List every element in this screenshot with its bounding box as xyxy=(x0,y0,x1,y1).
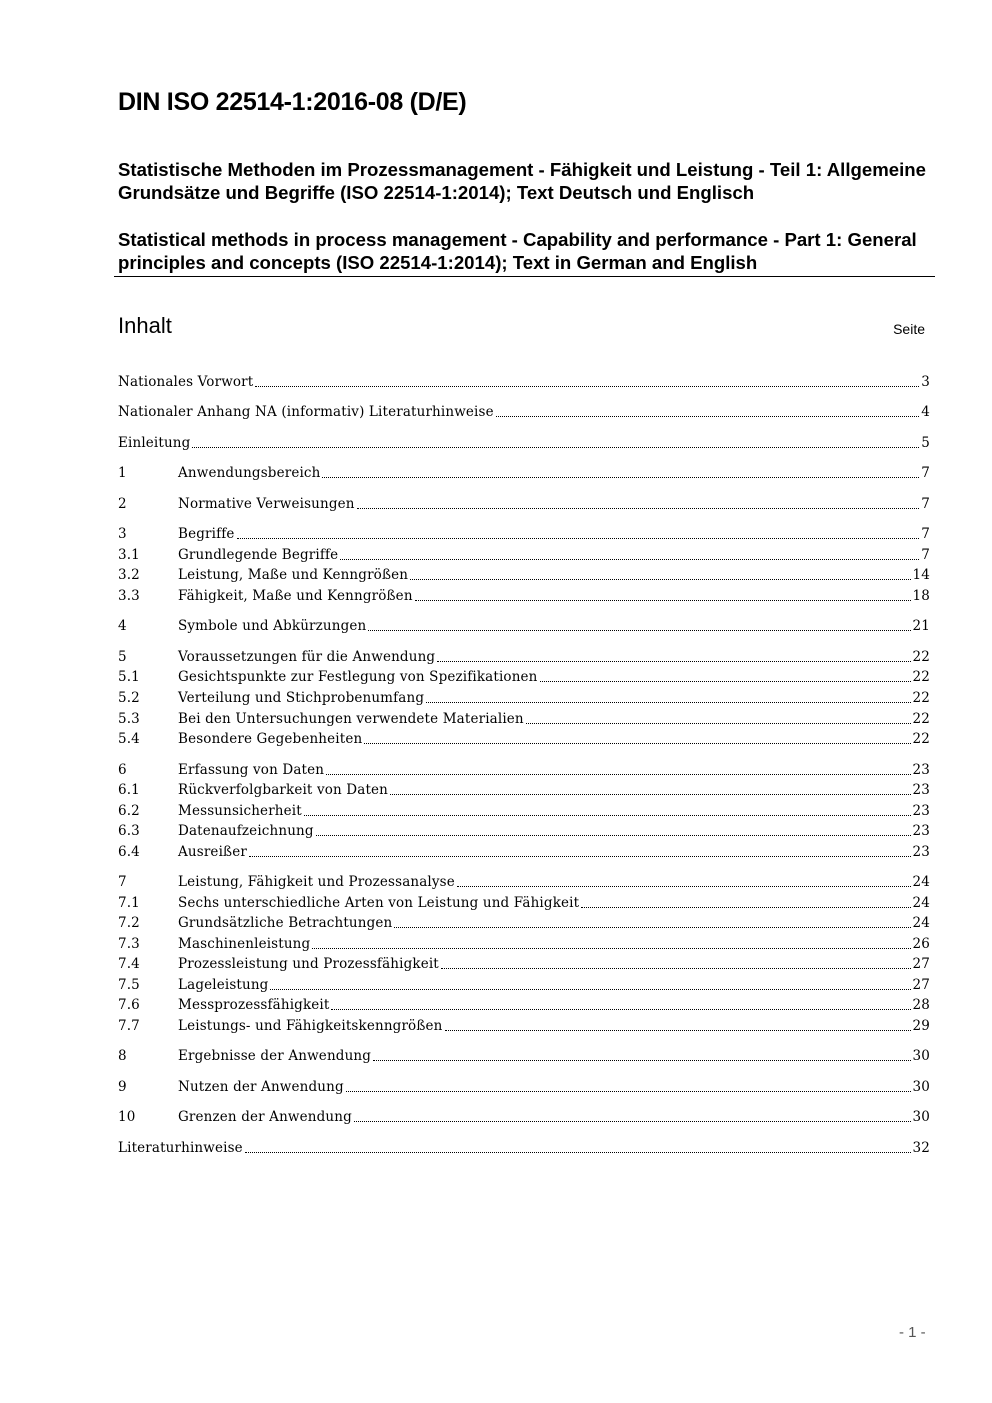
toc-entry[interactable] xyxy=(118,934,930,954)
page-number: - 1 - xyxy=(899,1324,926,1341)
toc-entry-number: 3.3 xyxy=(118,588,140,604)
toc-dot-leader xyxy=(316,835,911,836)
toc-entry[interactable] xyxy=(118,780,930,800)
toc-dot-leader xyxy=(526,723,911,724)
toc-entry-page: 32 xyxy=(912,1140,930,1156)
toc-entry[interactable] xyxy=(118,565,930,585)
toc-entry-page: 4 xyxy=(921,404,930,420)
toc-entry[interactable] xyxy=(118,893,930,913)
toc-entry-number: 10 xyxy=(118,1109,136,1125)
toc-entry-page: 22 xyxy=(912,690,930,706)
toc-entry-page: 22 xyxy=(912,669,930,685)
toc-entry-page: 7 xyxy=(921,496,930,512)
toc-dot-leader xyxy=(457,886,911,887)
toc-entry[interactable] xyxy=(118,760,930,780)
toc-entry-number: 7.3 xyxy=(118,936,140,952)
toc-entry[interactable] xyxy=(118,995,930,1015)
toc-entry-label: Grenzen der Anwendung xyxy=(178,1109,352,1125)
toc-entry-number: 3.2 xyxy=(118,567,140,583)
toc-dot-leader xyxy=(237,538,920,539)
toc-entry-page: 22 xyxy=(912,649,930,665)
toc-entry-label: Maschinenleistung xyxy=(178,936,311,952)
toc-entry[interactable] xyxy=(118,821,930,841)
toc-entry[interactable] xyxy=(118,801,930,821)
toc-entry-page: 7 xyxy=(921,547,930,563)
toc-entry-label: Lageleistung xyxy=(178,977,269,993)
toc-dot-leader xyxy=(326,774,910,775)
toc-entry-page: 27 xyxy=(912,977,930,993)
toc-entry-label: Ausreißer xyxy=(178,844,247,860)
toc-entry-number: 7.2 xyxy=(118,915,140,931)
toc-entry[interactable] xyxy=(118,667,930,687)
toc-entry-number: 7 xyxy=(118,874,127,890)
toc-heading: Inhalt xyxy=(118,313,172,338)
toc-entry-number: 5.1 xyxy=(118,669,140,685)
toc-entry-page: 26 xyxy=(912,936,930,952)
toc-entry-label: Nationaler Anhang NA (informativ) Literaturhinweise xyxy=(118,404,494,420)
toc-entry-page: 23 xyxy=(912,803,930,819)
toc-dot-leader xyxy=(410,579,910,580)
toc-dot-leader xyxy=(390,794,910,795)
toc-dot-leader xyxy=(426,702,910,703)
toc-entry-page: 30 xyxy=(912,1048,930,1064)
toc-entry-label: Literaturhinweise xyxy=(118,1140,243,1156)
toc-entry-number: 6.2 xyxy=(118,803,140,819)
toc-entry-page: 29 xyxy=(912,1018,930,1034)
toc-dot-leader xyxy=(445,1030,911,1031)
toc-entry-label: Normative Verweisungen xyxy=(178,496,355,512)
toc-entry-number: 2 xyxy=(118,496,127,512)
toc-entry-label: Voraussetzungen für die Anwendung xyxy=(178,649,436,665)
toc-entry-page: 23 xyxy=(912,762,930,778)
toc-entry[interactable] xyxy=(118,729,930,749)
subtitle-german: Statistische Methoden im Prozessmanagement - Fähigkeit und Leistung - Teil 1: Allgemeine Grundsätze und Begriffe (ISO 22514-1:2014); Text Deutsch und Englisch xyxy=(118,159,926,203)
toc-dot-leader xyxy=(368,630,910,631)
toc-entry[interactable] xyxy=(118,463,930,483)
toc-entry[interactable] xyxy=(118,524,930,544)
toc-entry[interactable] xyxy=(118,954,930,974)
toc-dot-leader xyxy=(322,477,919,478)
toc-entry-number: 4 xyxy=(118,618,127,634)
toc-entry-number: 7.4 xyxy=(118,956,140,972)
toc-entry-label: Nationales Vorwort xyxy=(118,374,254,390)
toc-dot-leader xyxy=(357,508,920,509)
toc-entry-label: Begriffe xyxy=(178,526,235,542)
toc-entry-label: Prozessleistung und Prozessfähigkeit xyxy=(178,956,439,972)
toc-dot-leader xyxy=(437,661,910,662)
toc-entry-label: Datenaufzeichnung xyxy=(178,823,314,839)
toc-entry[interactable] xyxy=(118,1138,930,1158)
toc-entry-page: 30 xyxy=(912,1109,930,1125)
toc-entry[interactable] xyxy=(118,1016,930,1036)
toc-entry-number: 9 xyxy=(118,1079,127,1095)
toc-entry-page: 22 xyxy=(912,711,930,727)
toc-entry-page: 21 xyxy=(912,618,930,634)
toc-dot-leader xyxy=(581,907,910,908)
toc-entry-page: 24 xyxy=(912,874,930,890)
toc-entry[interactable] xyxy=(118,709,930,729)
toc-dot-leader xyxy=(394,927,910,928)
toc-entry-number: 8 xyxy=(118,1048,127,1064)
toc-entry[interactable] xyxy=(118,372,930,392)
toc-entry-label: Erfassung von Daten xyxy=(178,762,325,778)
toc-entry[interactable] xyxy=(118,913,930,933)
toc-entry-number: 7.1 xyxy=(118,895,140,911)
toc-dot-leader xyxy=(340,559,919,560)
toc-dot-leader xyxy=(249,856,911,857)
toc-dot-leader xyxy=(354,1121,911,1122)
toc-entry-label: Messunsicherheit xyxy=(178,803,302,819)
toc-dot-leader xyxy=(496,416,920,417)
toc-dot-leader xyxy=(373,1060,910,1061)
toc-entry-number: 1 xyxy=(118,465,127,481)
toc-entry-label: Fähigkeit, Maße und Kenngrößen xyxy=(178,588,413,604)
toc-entry[interactable] xyxy=(118,647,930,667)
toc-entry-label: Sechs unterschiedliche Arten von Leistung und Fähigkeit xyxy=(178,895,580,911)
toc-entry-number: 3.1 xyxy=(118,547,140,563)
toc-entry-label: Messprozessfähigkeit xyxy=(178,997,330,1013)
toc-entry[interactable] xyxy=(118,433,930,453)
toc-entry[interactable] xyxy=(118,842,930,862)
toc-dot-leader xyxy=(245,1152,911,1153)
toc-entry-number: 6.1 xyxy=(118,782,140,798)
toc-entry[interactable] xyxy=(118,616,930,636)
toc-entry[interactable] xyxy=(118,1107,930,1127)
toc-dot-leader xyxy=(346,1091,911,1092)
toc-entry-label: Grundsätzliche Betrachtungen xyxy=(178,915,393,931)
toc-entry[interactable] xyxy=(118,545,930,565)
toc-entry-label: Nutzen der Anwendung xyxy=(178,1079,344,1095)
toc-dot-leader xyxy=(255,386,919,387)
toc-entry-label: Leistung, Fähigkeit und Prozessanalyse xyxy=(178,874,455,890)
subtitle-english: Statistical methods in process management - Capability and performance - Part 1: General principles and concepts (ISO 22514-1:2014); Text in German and English xyxy=(118,229,917,273)
toc-entry-page: 14 xyxy=(912,567,930,583)
toc-entry-label: Symbole und Abkürzungen xyxy=(178,618,367,634)
toc-entry-label: Leistungs- und Fähigkeitskenngrößen xyxy=(178,1018,443,1034)
toc-entry-number: 3 xyxy=(118,526,127,542)
toc-entry-page: 30 xyxy=(912,1079,930,1095)
toc-dot-leader xyxy=(331,1009,910,1010)
toc-entry-label: Rückverfolgbarkeit von Daten xyxy=(178,782,389,798)
toc-entry-label: Bei den Untersuchungen verwendete Materialien xyxy=(178,711,524,727)
toc-entry[interactable] xyxy=(118,688,930,708)
toc-dot-leader xyxy=(192,447,919,448)
toc-entry[interactable] xyxy=(118,1077,930,1097)
toc-entry-page: 27 xyxy=(912,956,930,972)
toc-entry-page: 3 xyxy=(921,374,930,390)
title-divider xyxy=(114,276,935,277)
toc-entry-page: 5 xyxy=(921,435,930,451)
toc-dot-leader xyxy=(415,600,911,601)
toc-entry-label: Grundlegende Begriffe xyxy=(178,547,339,563)
toc-entry-page: 22 xyxy=(912,731,930,747)
toc-entry-number: 6.3 xyxy=(118,823,140,839)
toc-dot-leader xyxy=(312,948,910,949)
toc-entry-page: 23 xyxy=(912,782,930,798)
toc-dot-leader xyxy=(270,989,910,990)
toc-dot-leader xyxy=(364,743,910,744)
toc-entry-page: 28 xyxy=(912,997,930,1013)
toc-entry-number: 5.3 xyxy=(118,711,140,727)
toc-entry-label: Einleitung xyxy=(118,435,191,451)
toc-entry-number: 6.4 xyxy=(118,844,140,860)
toc-entry-number: 7.6 xyxy=(118,997,140,1013)
toc-entry[interactable] xyxy=(118,1046,930,1066)
toc-entry-label: Anwendungsbereich xyxy=(178,465,321,481)
toc-entry-label: Besondere Gegebenheiten xyxy=(178,731,363,747)
toc-entry[interactable] xyxy=(118,402,930,422)
toc-entry-label: Verteilung und Stichprobenumfang xyxy=(178,690,425,706)
toc-entry-label: Gesichtspunkte zur Festlegung von Spezifikationen xyxy=(178,669,538,685)
toc-entry-page: 18 xyxy=(912,588,930,604)
toc-entry-page: 24 xyxy=(912,895,930,911)
toc-entry-number: 5 xyxy=(118,649,127,665)
document-title: DIN ISO 22514-1:2016-08 (D/E) xyxy=(118,88,467,116)
toc-entry-label: Ergebnisse der Anwendung xyxy=(178,1048,372,1064)
toc-entry-page: 7 xyxy=(921,465,930,481)
toc-entry-number: 6 xyxy=(118,762,127,778)
toc-entry-label: Leistung, Maße und Kenngrößen xyxy=(178,567,409,583)
toc-entry-page: 23 xyxy=(912,844,930,860)
toc-entry-number: 7.7 xyxy=(118,1018,140,1034)
toc-dot-leader xyxy=(441,968,911,969)
toc-entry-number: 5.4 xyxy=(118,731,140,747)
toc-entry-number: 5.2 xyxy=(118,690,140,706)
toc-entry-page: 7 xyxy=(921,526,930,542)
toc-page-column-label: Seite xyxy=(893,321,925,337)
toc-entry[interactable] xyxy=(118,586,930,606)
toc-entry-page: 24 xyxy=(912,915,930,931)
toc-entry-page: 23 xyxy=(912,823,930,839)
toc-entry-number: 7.5 xyxy=(118,977,140,993)
toc-entry[interactable] xyxy=(118,975,930,995)
toc-dot-leader xyxy=(304,815,911,816)
toc-entry[interactable] xyxy=(118,872,930,892)
toc-dot-leader xyxy=(540,681,911,682)
toc-entry[interactable] xyxy=(118,494,930,514)
